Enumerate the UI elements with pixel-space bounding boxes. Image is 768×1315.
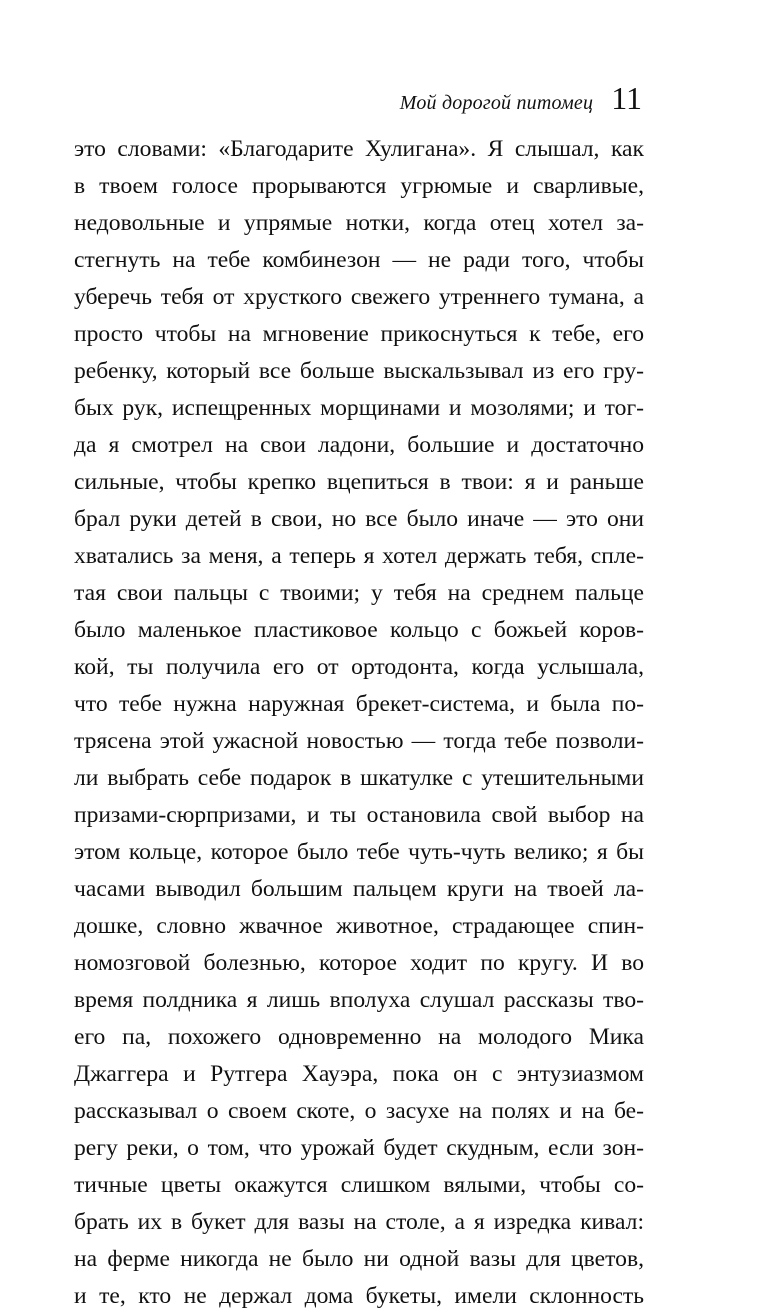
text-line: и те, кто не держал дома букеты, имели склонность	[74, 1283, 644, 1309]
text-line: ли выбрать себе подарок в шкатулке с утешительными	[74, 765, 644, 791]
running-title: Мой дорогой питомец	[399, 92, 594, 114]
text-line: уберечь тебя от хрусткого свежего утреннего тумана, а	[74, 284, 644, 310]
text-line: часами выводил большим пальцем круги на твоей ла-	[74, 876, 644, 902]
text-line: время полдника я лишь вполуха слушал рассказы тво-	[74, 987, 644, 1013]
text-line: это словами: «Благодарите Хулигана». Я слышал, как	[74, 136, 644, 162]
page-number: 11	[611, 80, 642, 116]
text-line: дошке, словно жвачное животное, страдающее спин-	[74, 913, 644, 939]
text-line: сильные, чтобы крепко вцепиться в твои: я и раньше	[74, 469, 644, 495]
text-line: ребенку, который все больше выскальзывал из его гру-	[74, 358, 644, 384]
text-line: этом кольце, которое было тебе чуть-чуть велико; я бы	[74, 839, 644, 865]
text-line: брать их в букет для вазы на столе, а я изредка кивал:	[74, 1209, 644, 1235]
text-line: призами-сюрпризами, и ты остановила свой выбор на	[74, 802, 644, 828]
text-line: Джаггера и Рутгера Хауэра, пока он с энтузиазмом	[74, 1061, 644, 1087]
text-line: недовольные и упрямые нотки, когда отец хотел за-	[74, 210, 644, 236]
running-header	[74, 82, 642, 115]
text-line: стегнуть на тебе комбинезон — не ради того, чтобы	[74, 247, 644, 273]
text-line: рассказывал о своем скоте, о засухе на полях и на бе-	[74, 1098, 644, 1124]
text-line: что тебе нужна наружная брекет-система, и была по-	[74, 691, 644, 717]
text-line: на ферме никогда не было ни одной вазы для цветов,	[74, 1246, 644, 1272]
text-line: номозговой болезнью, которое ходит по кругу. И во	[74, 950, 644, 976]
text-line: в твоем голосе прорываются угрюмые и сварливые,	[74, 173, 644, 199]
text-line: трясена этой ужасной новостью — тогда тебе позволи-	[74, 728, 644, 754]
text-line: бых рук, испещренных морщинами и мозолями; и тог-	[74, 395, 644, 421]
text-line: просто чтобы на мгновение прикоснуться к тебе, его	[74, 321, 644, 347]
text-line: тая свои пальцы с твоими; у тебя на среднем пальце	[74, 580, 644, 606]
text-line: тичные цветы окажутся слишком вялыми, чтобы со-	[74, 1172, 644, 1198]
text-line: его па, похожего одновременно на молодого Мика	[74, 1024, 644, 1050]
body-text	[74, 131, 644, 1315]
text-line: кой, ты получила его от ортодонта, когда услышала,	[74, 654, 644, 680]
text-line: брал руки детей в свои, но все было иначе — это они	[74, 506, 644, 532]
text-line: хватались за меня, а теперь я хотел держать тебя, спле-	[74, 543, 644, 569]
text-line: регу реки, о том, что урожай будет скудным, если зон-	[74, 1135, 644, 1161]
text-line: да я смотрел на свои ладони, большие и достаточно	[74, 432, 644, 458]
text-line: было маленькое пластиковое кольцо с божьей коров-	[74, 617, 644, 643]
